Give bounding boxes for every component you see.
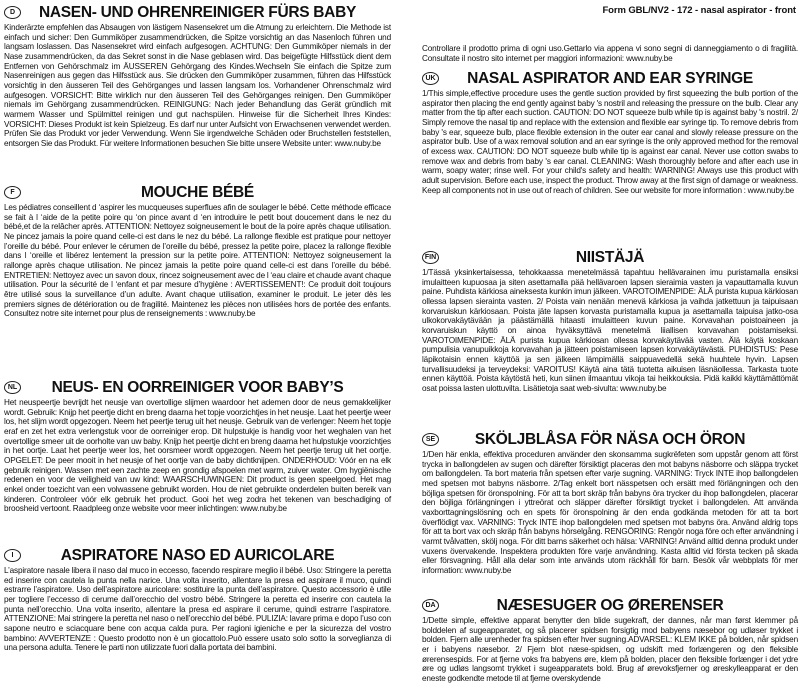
language-badge-fin: FIN — [422, 251, 439, 264]
section-body-se: 1/Den här enkla, effektiva proceduren använder den skonsamma sugkrёfeten som uppstår genom att först trycka in ballongdelen av sugen och därefter försiktigt placeras den mot babyns näsborre och släppa trycket om ballongdelen. Ta bort materia från spetsen efter varje sugning. VARNING: Tryck INTE ihop ballongdelen med spetsen mot babyns näsborre. 2/Tag enkelt bort nässpetsen och ersätt med förlängningen och den böjliga spetsen för öronspolning. För att ta bort skräp från babyns öra trycker du ihop ballongdelen, placerar den böjliga förlängningen i yttreörat och släpper därefter försiktigt trycket i ballongdelen. Att använda vaxborttagningslösning och en spets för öronspolning är den enda godkända metoden för att ta bort överflödigt vax. VARNING: Tryck INTE ihop ballongdelen med spetsen mot babyns öra. Använd aldrig tops för att ta bort vax och skräp från babyns hörselgång. RENGÖRING: Rengör noga före och efter användning i varmt tvålvatten, skölj noga. För ditt barns säkerhet och hälsa: VARNING! Använd alltid denna produkt under vuxens övervakende. Inspektera produkten före varje användning. Kasta alltid vid första tecken på skada eller försvagning. Håll alla delar som inte används utom räckhåll för barn. Besök vår webbplats för mer information: www.nuby.be — [422, 450, 798, 575]
section-title-se: SKÖLJBLÅSA FÖR NÄSA OCH ÖRON — [474, 431, 746, 448]
section-title-it: ASPIRATORE NASO ED AURICOLARE — [60, 547, 335, 564]
section-body-nl: Het neuspeertje bevrijdt het neusje van overtollige slijmen waardoor het ademen door de neus gemakkelijker wordt. Gebruik: Knijp het peertje dicht en breng daarna het topje voorzichtjes in het neusje. Laat het peertje weer los, het slijm wordt opgezogen. Neem het peertje terug uit het neusje. Gebruik van de verlenger: Neem het topje eraf en zet het extra verlengstuk voor de oorreiniger erop. Dit hulpstukje is handig voor het weghalen van het overtollige smeer uit de oorholte van uw baby. Knijp het peertje dicht en breng daarna het hulpstukje voorzichtjes in het oortje. Laat het peertje weer los, het oorsmeer wordt opgezogen. Neem het peertje terug uit het oortje. OPGELET: De peer mooit in het neusje of het oortje van de baby dichtknijpen. ONDERHOUD: Vóór en na elk gebruik reinigen. Wassen met een zachte zeep en grondig afspoelen met warm, zuiver water. Om hygiënische redenen en voor de veiligheid van uw kind: WAARSCHUWINGEN: Dit product is geen speelgoed. Het mag enkel onder toezicht van een volwassene gebruikt worden. Hou de niet gebruikte onderdelen buiten bereik van kinderen. Controleer vóór elk gebruik het product. Gooi het weg zodra het tekenen van beschadiging of broosheid vertoont. Raadpleeg onze website voor meer inlichtingen: www.nuby.be — [4, 398, 391, 514]
section-french — [4, 184, 391, 319]
language-badge-uk: UK — [422, 72, 439, 85]
section-body-uk: 1/This simple,effective procedure uses the gentle suction provided by first squeezing the bulb portion of the aspirator then placing the end gently against baby 's nostril and releasing the pressure on the bulb. Clear any matter from the tip after each suction. CAUTION: DO NOT squeeze bulb while tip is against baby 's nostril. 2/ Simply remove the nasal tip and replace with the extension and flexible ear syringe tip. To remove debris from baby 's ear, squeeze bulb, place flexible extension in the outer ear canal and slowly release pressure on the aspirator bulb. Use of a wax removal solution and an ear syringe is the only approved method for the removal of excess wax. CAUTION: DO NOT squeeze bulb while tip is against ear canal. Never use cotton swabs to remove wax and debris from baby 's ear canal. CLEANING: Wash thoroughly before and after each use in warm, soapy water; rinse well. For your child's safety and health: WARNING! Always use this product with adult supervision. Before each use, inspect the product. Throw away at the first sign of damage or weakness. Keep all components not in use out of reach of children. See our website for more information : www.nuby.be — [422, 89, 798, 195]
section-body-fr: Les pédiatres conseillent d ‘aspirer les mucqueuses superflues afin de soulager le bébé. Cette méthode efficace se fait à l ‘aide de la petite poire qu ‘on pince avant d ‘en introduire le petit bout doucement dans le nez du bébé,et de la relâcher après. ATTENTION: Nettoyez soigneusement le bout de la poire après chaque utilisation. Ne pincez jamais la poire quand celle-ci est dans le nez du bébé. La rallonge flexible est pratique pour nettoyer l’oreille du bébé. Pour enlever le cérumen de l’oreille du bébé, pressez la petite poire, placez la rallonge flexible dans l ‘oreille et libérez lentement la pression sur la petite poire. ATTENTION: Nettoyez soigneusement la rallonge après chaque utilisation. Ne pincez jamais la petite poire quand celle-ci est dans l’oreille du bébé. ENTRETIEN: Nettoyez avec un savon doux, rincez soigneusement avec de l ‘eau claire et chaude avant chaque utilisation. Pour la sécurité de l ‘enfant et par mesure d’hygiène : AVERTISSEMENT!: Ce produit doit toujours être utilisé sous la surveillance d’un adulte. Avant chaque utilisation, examiner le produit. Le jeter dès les premiers signes de détérioration ou de fragilité. Maintenez les pièces non utilisées hors de portée des enfants. Consultez notre site internet pour plus de renseignements : www.nuby.be — [4, 203, 391, 319]
section-english — [422, 70, 798, 195]
italian-continuation — [422, 44, 798, 64]
section-body-de: Kinderärzte empfehlen das Absaugen von lästigem Nasensekret um die Atmung zu erleichtern. Die Methode ist einfach und sicher: Den Gummiköper zusammendrücken, die Spitze vorsichtig an das Nasenloch führen und langsam loslassen. Das Nasensekret wird einfach aufgesogen. ACHTUNG: Den Gummiköper niemals in der Nase zusammendrücken, da das Sekret sonst in die Nase geblasen wird. Das beigefügte Hilfsstück dient dem Entfernen von Gehörschmalz im ÄUSSEREN Gehörgang des Kindes.Wechseln Sie einfach die Spitze zum Nasenreinigen aus gegen das Hilfsstück aus. Sie drücken den Gummiköper zusammen, führen das Hilfsstück vorsichtig in den äusseren Teil des Gehörganges und lassen langsam los. Vorhandener Ohrenschmalz wird aufgesogen. VORSICHT: Bitte wirklich nur den äusseren Teil des Gehörganges reinigen. Den Gummiköper niemals im Gehörgang zusammendrücken. REINIGUNG: Nach jeder Behandlung das Gerät gründlich mit warmem Wasser und Spülmittel reinigen und gut nachspülen. Hinweise für die Sicherheit Ihres Kindes: VORSICHT: Dieses Produkt ist kein Spielzeug. Es darf nur unter Aufsicht von Erwachsenen verwendet werden. Prüfen Sie das Produkt vor jeder Verwendung. Wenn Sie irgendwelche Schäden oder Bruchstellen feststellen, entsorgen Sie das Produkt. Für weitere Informationen besuchen Sie bitte unsere Website unter: www.nuby.be — [4, 23, 391, 148]
section-danish — [422, 597, 798, 684]
section-title-row — [4, 4, 391, 22]
section-title-row — [422, 70, 798, 88]
section-body-da: 1/Dette simple, effektive apparat benytter den blide sugekraft, der dannes, når man først klemmer på bolddelen af sugeapparatet, og så placerer spidsen forsigtig mod babyens næsebor og udløser trykket i bolden. Fjern alle urenheder fra spidsen efter hver sugning.ADVARSEL: KLEM IKKE på bolden, når spidsen er i babyens næsebor. 2/ Fjern blot næse-spidsen, og udskift med forlængeren og den fleksible ørerensespids. For at fjerne voks fra babyens øre, klem på bolden, placer den fleksible forlænger i det ydre øre og udløs langsomt trykket i sugeapparatets bold. Brug af ørevoksfjerner og øreskylleapparat er den eneste godkendte metode til at fjerne overskydende — [422, 616, 798, 683]
language-badge-da: DA — [422, 599, 439, 612]
section-swedish — [422, 431, 798, 576]
section-italian — [4, 547, 391, 653]
section-title-da: NÆSESUGER OG ØRERENSER — [496, 597, 724, 614]
section-body-it: L’aspiratore nasale libera il naso dal muco in eccesso, facendo respirare meglio il bébé. Uso: Stringere la peretta ed inserire con cautela la punta nella narice. Una volta inserito, allentare la presa ed aspirare il muco, quindi estrarre l’aspiratore. Uso dell’aspiratore auricolare: sostituire la punta dell’aspiratore. Questo accessorio è utile per togliere l’eccesso di cerume dall’orecchio del vostro bébé. Stringere la peretta ed inserire con cautela la punta nell’orecchio. Una volta inserito, allentare la presa ed aspirare il cerume, quindi estrarre l’aspiratore. ATTENZIONE: Mai stringere la peretta nel naso o nell’orecchio del bébé. PULIZIA: lavare prima e dopo l’uso con sapone neutro e sciacquare bene con acqua calda pura. Per ragioni igieniche e per la sicurezza del vostro bambino: AVVERTENZE : Questo prodotto non è un giocattolo.Può essere usato solo sotto la sorveglianza di una persona adulta. Tenere le parti non utilizzate fuori dalla portata dei bambini. — [4, 566, 391, 653]
section-title-row — [422, 249, 798, 267]
language-badge-se: SE — [422, 433, 439, 446]
section-dutch — [4, 379, 391, 514]
section-body-fin: 1/Tässä yksinkertaisessa, tehokkaassa menetelmässä tapahtuu hellävarainen imu puristamalla ensiksi imulaitteen kupuosaa ja siten asettamalla pää hellävaroen lapsen sieraimia vasten ja vapauttamalla kuvun paine. Puhdista kärkiosa aineksesta kunkin imun jälkeen. VAROTOIMENPIDE: ÄLÄ purista kupua kärkiosan ollessa lapsen sieraintа vasten. 2/ Poista vain nenään menevä kärkiosa ja vaihda jatkettuun ja taipuisaan korvaruiskun kärkiosaan. Poista jäte lapsen korvasta puristamalla kupua ja asettamalla taipuisa jatko-osa ulkokorvakäytävään ja päästämällä hitaasti imulaitteen kuvun paine. Korvavahan poistoaineen ja korvaruiskun käyttö on ainoa hyväksyttävä menetelmä liiallisen korvavahan poistamiseksi. VAROTOIMENPIDE: ÄLÄ purista kupua kärkiosan ollessa korvakäytävää vasten. Älä käytä koskaan pumpulisia vanupuikkoja korvavahan ja jätteen poistamiseen lapsen korvakäytävästä. PUHDISTUS: Pese läpikotaisin ennen käyttöä ja sen jälkeen lämpimällä saippuavedellä sekä huuhtele hyvin. Lapsen turvallisuudeksi ja terveydeksi: VAROITUS! Käytä aina tätä tuotetta aikuisen läsnäollessa. Tarkasta tuote ennen käyttöä. Poista käytöstä heti, kun siinen ilmaantuu vikoja tai heikkouksia. Pidä kaikki käyttämättömät osat poissa lasten ulottuvilta. Lisätietoja saat web-sivulta: www.nuby.be — [422, 268, 798, 393]
language-badge-d: D — [4, 6, 21, 19]
section-title-fr: MOUCHE BÉBÉ — [141, 184, 254, 201]
language-badge-nl: NL — [4, 381, 21, 394]
section-finnish — [422, 249, 798, 394]
section-title-row — [422, 431, 798, 449]
language-badge-f: F — [4, 186, 21, 199]
section-german — [4, 4, 391, 149]
italian-continuation-text: Controllare il prodotto prima di ogni uso.Gettarlo via appena vi sono segni di danneggiamento o di fragilità. Consultate il nostro sito internet per maggiori informazioni: www.nuby.be — [422, 44, 798, 63]
section-title-fin: NIISTÄJÄ — [575, 249, 645, 266]
form-code-header: Form GBL/NV2 - 172 - nasal aspirator - front — [602, 5, 796, 16]
section-title-row — [4, 379, 391, 397]
section-title-uk: NASAL ASPIRATOR AND EAR SYRINGE — [467, 70, 753, 87]
section-title-row — [4, 184, 391, 202]
section-title-nl: NEUS- EN OORREINIGER VOOR BABY’S — [51, 379, 344, 396]
section-title-de: NASEN- UND OHRENREINIGER FÜRS BABY — [38, 4, 357, 21]
section-title-row — [422, 597, 798, 615]
language-badge-i: I — [4, 549, 21, 562]
section-title-row — [4, 547, 391, 565]
